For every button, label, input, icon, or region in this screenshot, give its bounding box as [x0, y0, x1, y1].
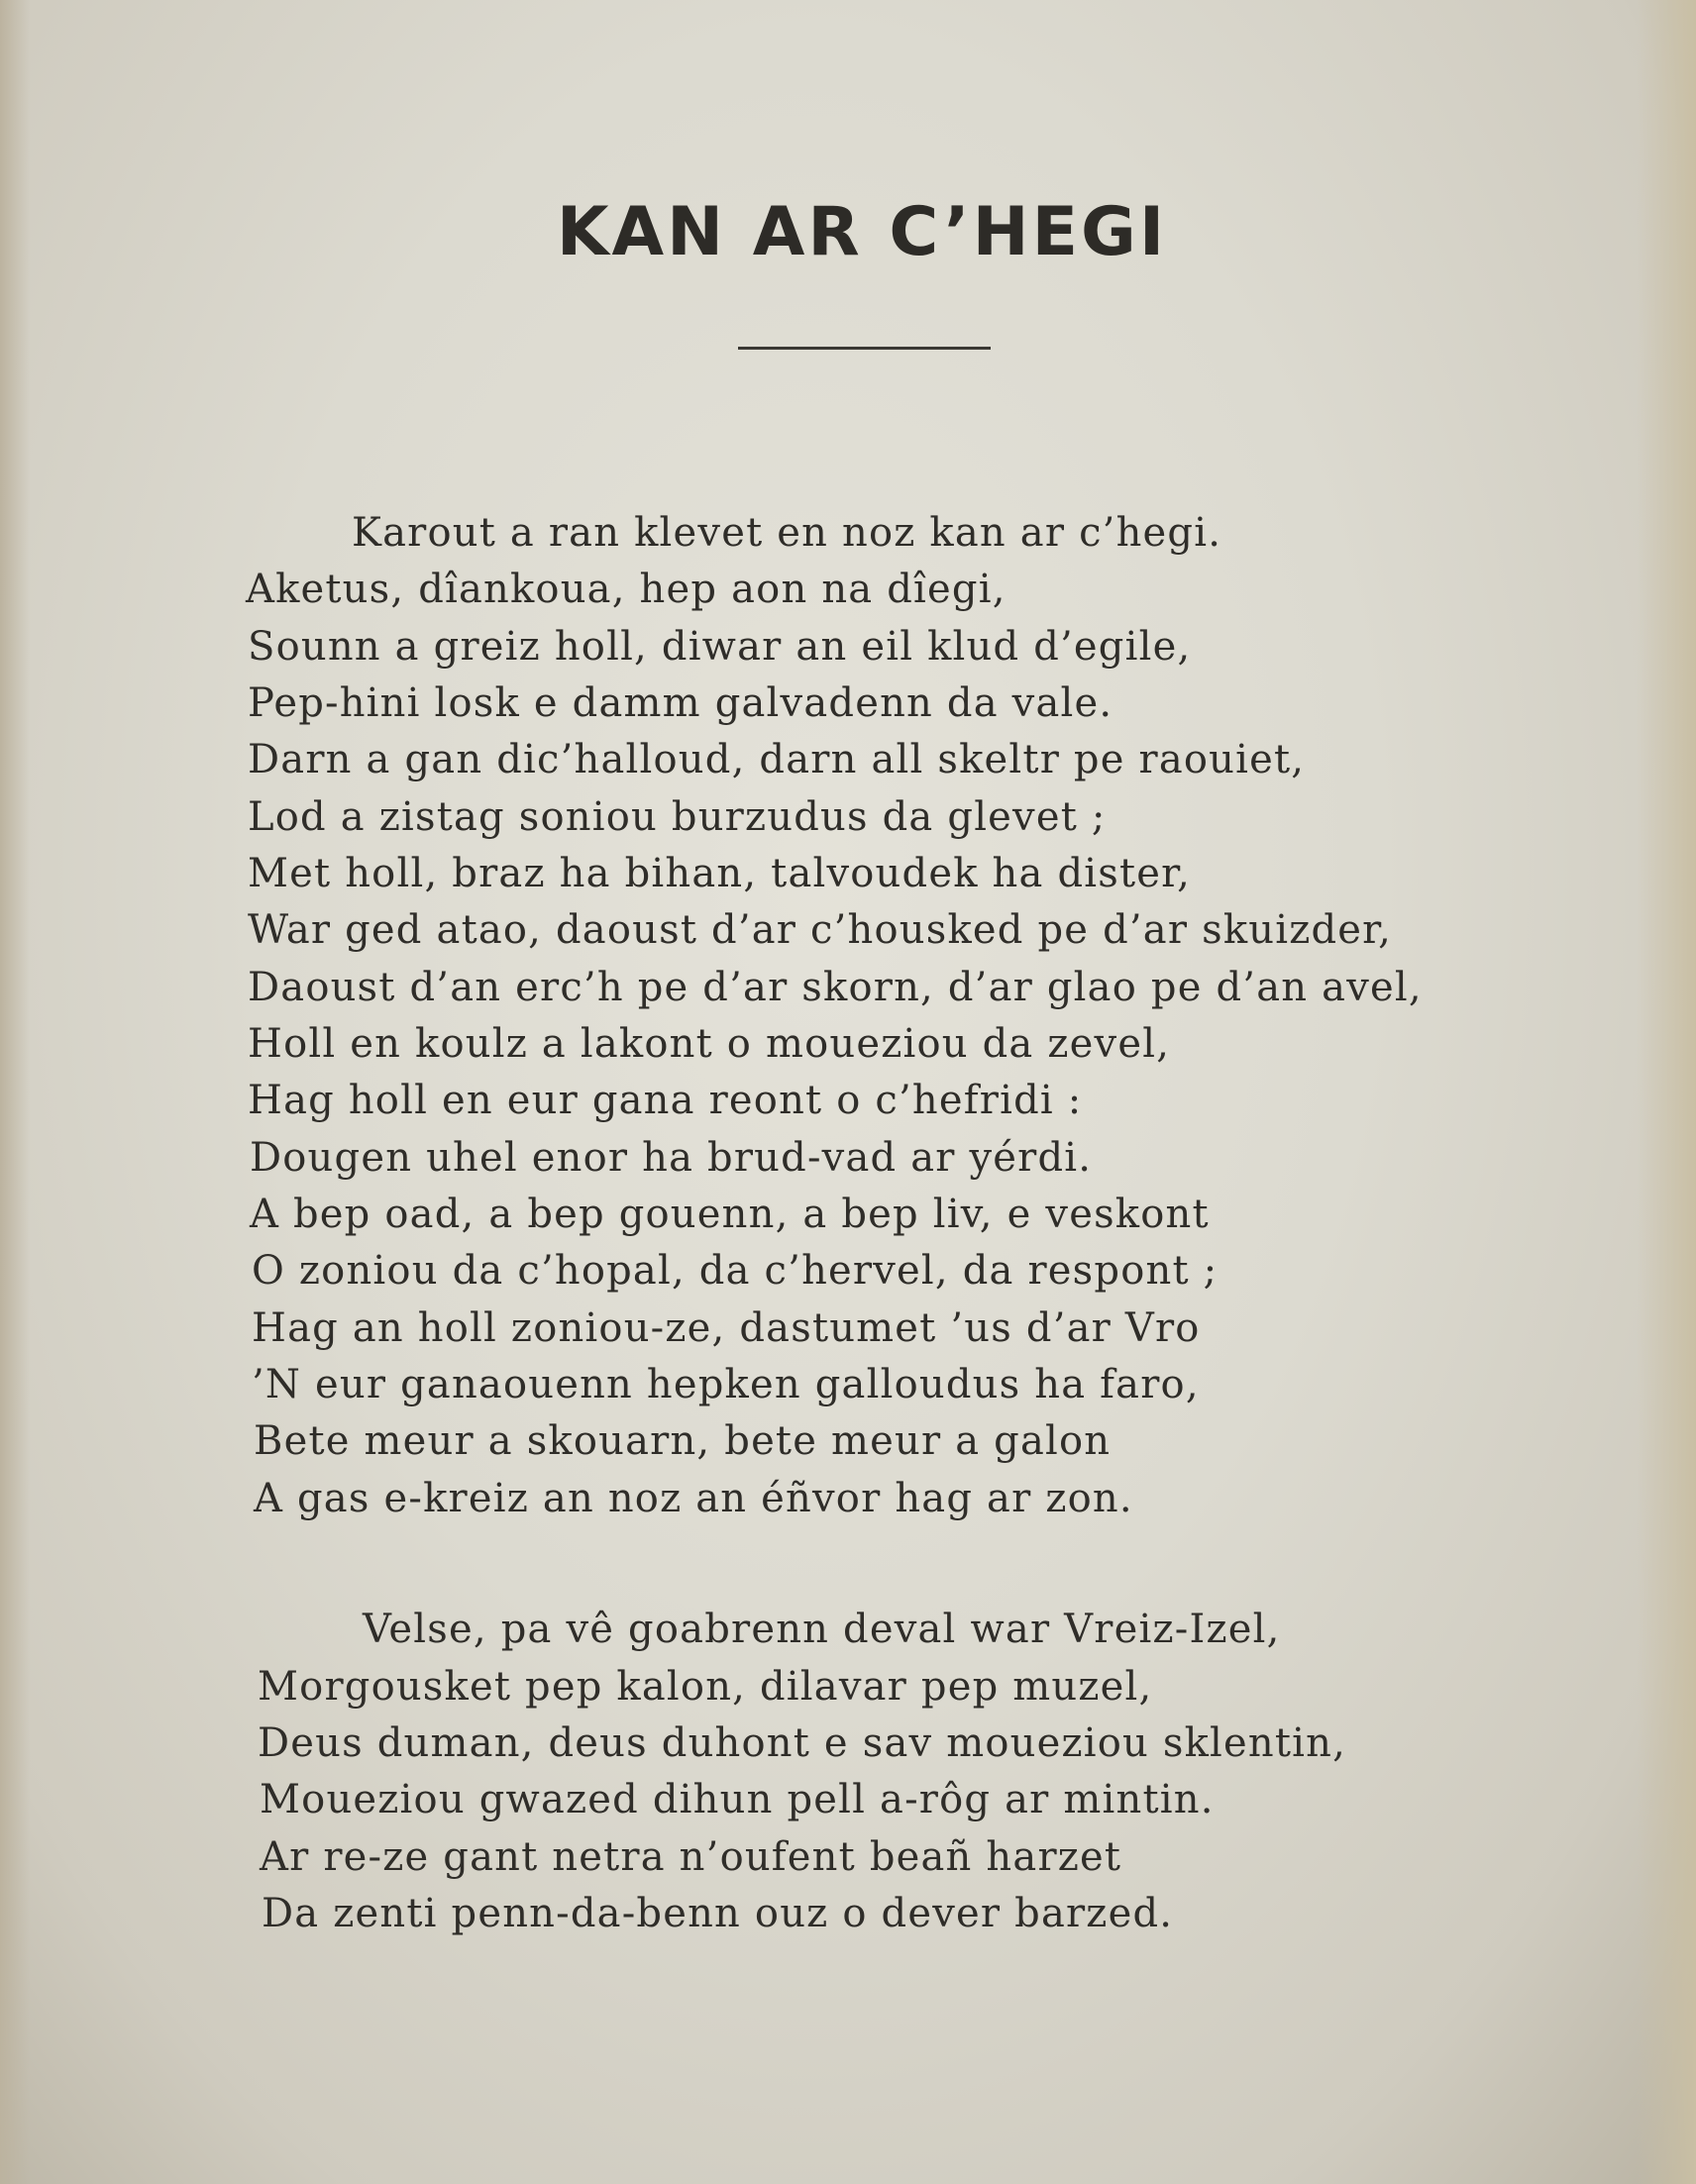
poem-line: Daoust d’an erc’h pe d’ar skorn, d’ar glao pe d’an avel, [248, 965, 1423, 1010]
poem-title: KAN AR C’HEGI [556, 193, 1168, 271]
poem-line: Da zenti penn-da-benn ouz o dever barzed. [262, 1891, 1174, 1936]
poem-line: ’N eur ganaouenn hepken galloudus ha faro, [252, 1362, 1200, 1407]
page-shadow-left [0, 0, 30, 2184]
poem-line: Sounn a greiz holl, diwar an eil klud d’egile, [248, 624, 1192, 670]
poem-line: Ar re-ze gant netra n’oufent beañ harzet [260, 1834, 1122, 1880]
poem-line: Velse, pa vê goabrenn deval war Vreiz-Izel, [363, 1607, 1281, 1652]
poem-line: Met holl, braz ha bihan, talvoudek ha dister, [248, 851, 1191, 896]
poem-line: Deus duman, deus duhont e sav moueziou sklentin, [258, 1720, 1347, 1766]
poem-line: A gas e-kreiz an noz an éñvor hag ar zon. [254, 1476, 1133, 1521]
poem-line: Darn a gan dic’halloud, darn all skeltr pe raouiet, [248, 737, 1306, 782]
title-divider [738, 347, 991, 350]
poem-line: Hag holl en eur gana reont o c’hefridi : [248, 1078, 1083, 1123]
poem-line: Holl en koulz a lakont o moueziou da zevel, [248, 1021, 1171, 1067]
poem-line: War ged atao, daoust d’ar c’housked pe d’ar skuizder, [248, 907, 1393, 953]
poem-line: Karout a ran klevet en noz kan ar c’hegi. [352, 510, 1222, 556]
poem-line: Dougen uhel enor ha brud-vad ar yérdi. [250, 1135, 1093, 1181]
poem-line: A bep oad, a bep gouenn, a bep liv, e veskont [250, 1192, 1210, 1237]
poem-line: Morgousket pep kalon, dilavar pep muzel, [258, 1664, 1153, 1710]
poem-line: O zoniou da c’hopal, da c’hervel, da respont ; [252, 1248, 1219, 1294]
poem-line: Pep-hini losk e damm galvadenn da vale. [248, 680, 1113, 726]
page-shadow-right [1637, 0, 1696, 2184]
poem-line: Lod a zistag soniou burzudus da glevet ; [248, 794, 1107, 840]
poem-line: Hag an holl zoniou-ze, dastumet ’us d’ar Vro [252, 1305, 1201, 1351]
poem-line: Bete meur a skouarn, bete meur a galon [254, 1418, 1112, 1464]
poem-line: Aketus, dîankoua, hep aon na dîegi, [246, 567, 1007, 612]
poem-line: Moueziou gwazed dihun pell a-rôg ar mintin. [260, 1777, 1215, 1822]
